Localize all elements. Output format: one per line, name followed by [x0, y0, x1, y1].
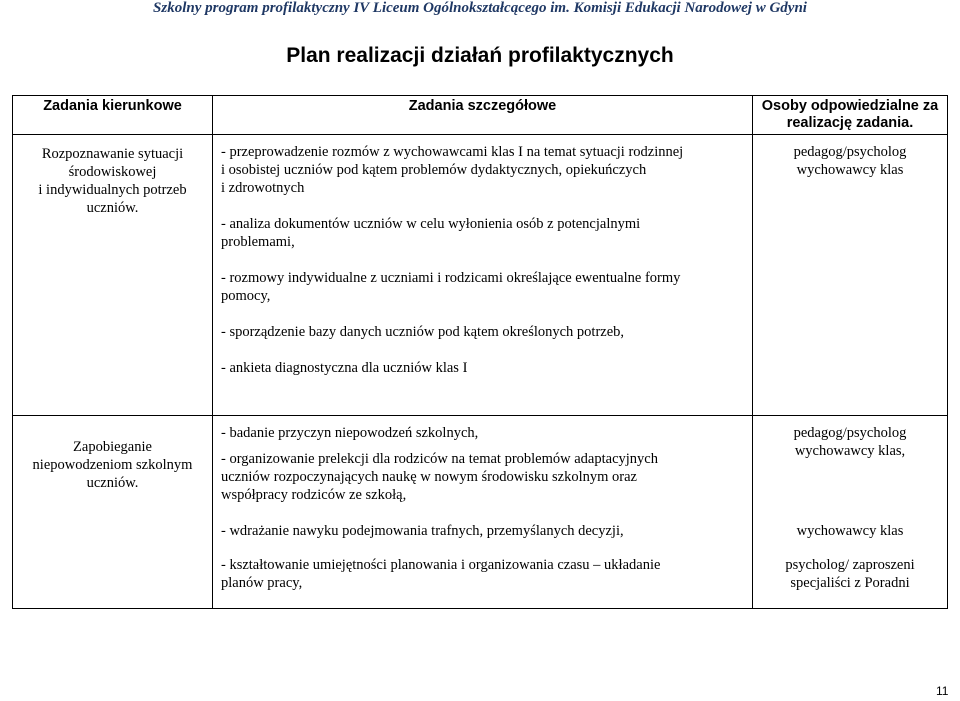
task-cell [13, 416, 213, 609]
detail-line: i osobistej uczniów pod kątem problemów dydaktycznych, opiekuńczych [221, 162, 647, 178]
task-line: środowiskowej [68, 164, 157, 180]
detail-line: problemami, [221, 234, 295, 250]
column-header-details: Zadania szczegółowe [213, 96, 753, 135]
detail-line: - rozmowy indywidualne z uczniami i rodzicami określające ewentualne formy [221, 270, 681, 286]
table-row [13, 416, 948, 609]
detail-item [221, 323, 742, 341]
task-line: uczniów. [86, 200, 139, 216]
detail-line: - organizowanie prelekcji dla rodziców na temat problemów adaptacyjnych [221, 451, 658, 467]
plan-table [12, 95, 948, 609]
detail-line: współpracy rodziców ze szkołą, [221, 487, 407, 503]
responsible-cell [753, 416, 948, 609]
detail-line: - przeprowadzenie rozmów z wychowawcami klas I na temat sytuacji rodzinnej [221, 144, 684, 160]
responsible-line: psycholog/ zaproszeni [785, 557, 915, 573]
task-line: Rozpoznawanie sytuacji [41, 146, 184, 162]
responsible-cell [753, 135, 948, 416]
details-cell [213, 416, 753, 609]
page-title: Plan realizacji działań profilaktycznych [286, 44, 674, 67]
detail-item [221, 269, 742, 305]
responsible-line: pedagog/psycholog [793, 425, 907, 441]
document-header: Szkolny program profilaktyczny IV Liceum Ogólnokształcącego im. Komisji Edukacji Narodowej w Gdyni [153, 0, 807, 16]
responsible-group [757, 424, 943, 460]
detail-line: uczniów rozpoczynających naukę w nowym środowisku szkolnym oraz [221, 469, 637, 485]
detail-line: - kształtowanie umiejętności planowania i organizowania czasu – układanie [221, 557, 661, 573]
column-header-tasks: Zadania kierunkowe [13, 96, 213, 135]
detail-line: i zdrowotnych [221, 180, 305, 196]
detail-line: - ankieta diagnostyczna dla uczniów klas I [221, 360, 468, 376]
detail-item [221, 556, 742, 592]
detail-line: - sporządzenie bazy danych uczniów pod kątem określonych potrzeb, [221, 324, 625, 340]
responsible-line: wychowawcy klas [796, 523, 904, 539]
task-line: uczniów. [86, 475, 139, 491]
table-header-row [13, 96, 948, 135]
detail-item [221, 359, 742, 377]
detail-item [221, 424, 742, 442]
detail-item [221, 143, 742, 197]
responsible-line: specjaliści z Poradni [790, 575, 910, 591]
page-number: 11 [936, 684, 949, 698]
responsible-group [757, 556, 943, 592]
task-line: i indywidualnych potrzeb [38, 182, 187, 198]
detail-item [221, 522, 742, 540]
table-row [13, 135, 948, 416]
details-cell [213, 135, 753, 416]
detail-item [221, 450, 742, 504]
responsible-line: pedagog/psycholog [793, 144, 907, 160]
column-header-responsible: Osoby odpowiedzialne za realizację zadania. [753, 96, 948, 135]
task-line: niepowodzeniom szkolnym [32, 457, 193, 473]
responsible-group [757, 522, 943, 540]
responsible-line: wychowawcy klas, [794, 443, 906, 459]
detail-line: - badanie przyczyn niepowodzeń szkolnych, [221, 425, 479, 441]
detail-item [221, 215, 742, 251]
detail-line: - analiza dokumentów uczniów w celu wyłonienia osób z potencjalnymi [221, 216, 641, 232]
task-line: Zapobieganie [73, 439, 152, 455]
detail-line: pomocy, [221, 288, 271, 304]
detail-line: planów pracy, [221, 575, 303, 591]
task-cell [13, 135, 213, 416]
detail-line: - wdrażanie nawyku podejmowania trafnych, przemyślanych decyzji, [221, 523, 624, 539]
responsible-line: wychowawcy klas [796, 162, 904, 178]
